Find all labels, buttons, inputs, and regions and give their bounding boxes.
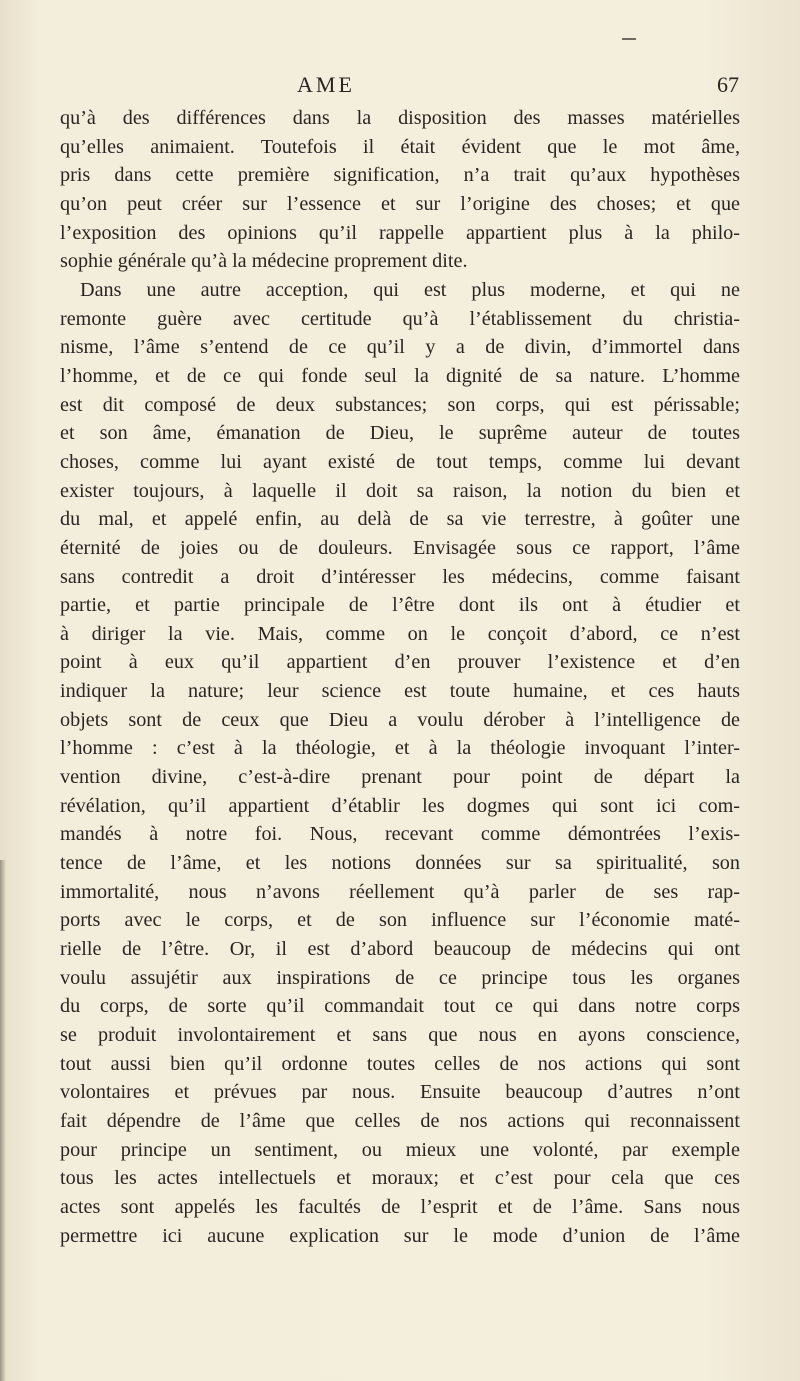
text-line: objets sont de ceux que Dieu a voulu dérober à l’intelligence de — [60, 708, 740, 731]
print-mark — [622, 38, 636, 40]
text-line: éternité de joies ou de douleurs. Envisagée sous ce rapport, l’âme — [60, 536, 740, 559]
text-line: volontaires et prévues par nous. Ensuite beaucoup d’autres n’ont — [60, 1081, 740, 1104]
text-line: point à eux qu’il appartient d’en prouver l’existence et d’en — [60, 651, 740, 674]
text-line: tous les actes intellectuels et moraux; et c’est pour cela que ces — [60, 1167, 740, 1190]
text-line: Dans une autre acception, qui est plus moderne, et qui ne — [80, 278, 740, 301]
text-line: tence de l’âme, et les notions données sur sa spiritualité, son — [60, 852, 740, 875]
text-line: pris dans cette première signification, n’a trait qu’aux hypothèses — [60, 164, 740, 187]
text-line: rielle de l’être. Or, il est d’abord beaucoup de médecins qui ont — [60, 938, 740, 961]
text-line: actes sont appelés les facultés de l’esprit et de l’âme. Sans nous — [60, 1195, 740, 1218]
binding-shadow — [0, 860, 6, 1381]
text-line: nisme, l’âme s’entend de ce qu’il y a de divin, d’immortel dans — [60, 336, 740, 359]
text-line: indiquer la nature; leur science est toute humaine, et ces hauts — [60, 680, 740, 703]
text-line: voulu assujétir aux inspirations de ce principe tous les organes — [60, 966, 740, 989]
page-header — [0, 70, 800, 100]
text-line: exister toujours, à laquelle il doit sa raison, la notion du bien et — [60, 479, 740, 502]
text-line: permettre ici aucune explication sur le mode d’union de l’âme — [60, 1224, 740, 1247]
text-line: du mal, et appelé enfin, au delà de sa vie terrestre, à goûter une — [60, 508, 740, 531]
text-line: et son âme, émanation de Dieu, le suprême auteur de toutes — [60, 422, 740, 445]
text-line: qu’à des différences dans la disposition des masses matérielles — [60, 107, 740, 129]
text-line: révélation, qu’il appartient d’établir les dogmes qui sont ici com- — [60, 794, 740, 817]
text-line: vention divine, c’est-à-dire prenant pour point de départ la — [60, 766, 740, 789]
text-line: immortalité, nous n’avons réellement qu’à parler de ses rap- — [60, 880, 740, 903]
text-line: à diriger la vie. Mais, comme on le conçoit d’abord, ce n’est — [60, 622, 740, 645]
text-line: tout aussi bien qu’il ordonne toutes celles de nos actions qui sont — [60, 1052, 740, 1075]
text-line: sophie générale qu’à la médecine proprement dite. — [60, 250, 468, 273]
text-line: l’exposition des opinions qu’il rappelle appartient plus à la philo- — [60, 221, 740, 244]
page-number: 67 — [717, 72, 739, 97]
text-line: sans contredit a droit d’intéresser les médecins, comme faisant — [60, 565, 740, 588]
text-line: du corps, de sorte qu’il commandait tout ce qui dans notre corps — [60, 995, 740, 1018]
text-line: l’homme, et de ce qui fonde seul la dignité de sa nature. L’homme — [60, 364, 740, 387]
body-text — [60, 104, 740, 1250]
text-line: remonte guère avec certitude qu’à l’établissement du christia- — [60, 307, 740, 330]
text-line: qu’on peut créer sur l’essence et sur l’origine des choses; et que — [60, 192, 740, 215]
text-line: se produit involontairement et sans que nous en ayons conscience, — [60, 1024, 740, 1046]
text-line: ports avec le corps, et de son influence sur l’économie maté- — [60, 909, 740, 932]
text-line: choses, comme lui ayant existé de tout temps, comme lui devant — [60, 450, 740, 473]
text-line: fait dépendre de l’âme que celles de nos actions qui reconnaissent — [60, 1109, 740, 1132]
text-line: partie, et partie principale de l’être dont ils ont à étudier et — [60, 594, 740, 617]
running-title: AME — [297, 72, 355, 97]
text-line: est dit composé de deux substances; son corps, qui est périssable; — [60, 393, 740, 416]
text-line: qu’elles animaient. Toutefois il était évident que le mot âme, — [60, 135, 740, 158]
text-line: pour principe un sentiment, ou mieux une volonté, par exemple — [60, 1138, 740, 1161]
text-line: mandés à notre foi. Nous, recevant comme démontrées l’exis- — [60, 823, 740, 846]
text-line: l’homme : c’est à la théologie, et à la théologie invoquant l’inter- — [60, 737, 740, 760]
